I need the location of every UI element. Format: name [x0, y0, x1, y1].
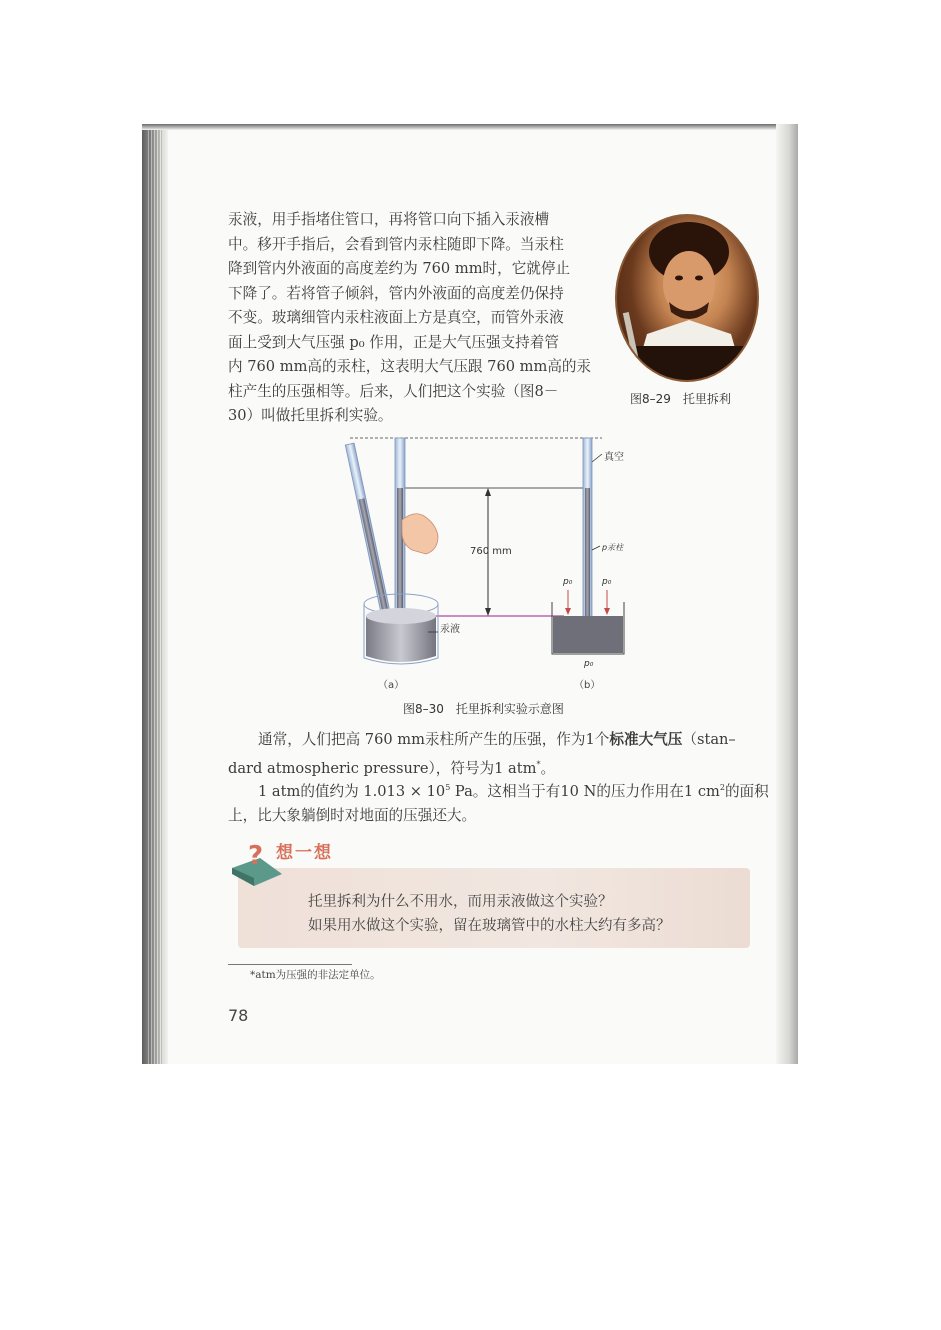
p-mercury-label: p汞柱 [602, 543, 624, 552]
paragraph-text: 的面积 [724, 782, 769, 800]
paragraph-text: （stan– [682, 731, 736, 748]
paragraph-standard-atmosphere [228, 728, 736, 781]
scan-top-edge [142, 124, 798, 130]
book-spine-shadow [142, 124, 168, 1064]
scan-right-edge [776, 124, 798, 1064]
hand-illustration [402, 514, 438, 554]
page-number: 78 [228, 1006, 249, 1025]
p0-bottom-label: p₀ [584, 659, 594, 669]
exponent: 2 [719, 783, 725, 792]
svg-text:?: ? [248, 841, 264, 871]
figure-8-29-caption: 图8–29 托里拆利 [630, 392, 731, 406]
paragraph-text: dard atmospheric pressure），符号为1 atm [228, 759, 537, 777]
tilted-tube [345, 443, 391, 621]
footnote-rule [228, 964, 352, 965]
paragraph-text: 。 [540, 759, 556, 777]
footnote-mark: * [536, 759, 541, 769]
paragraph-line: 不变。玻璃细管内汞柱液面上方是真空，而管外汞液 [228, 309, 564, 326]
key-term: 标准大气压 [609, 731, 683, 748]
subfigure-b-label: （b） [574, 680, 601, 691]
torricelli-experiment-diagram [340, 432, 640, 694]
paragraph-line: 30）叫做托里拆利实验。 [228, 407, 393, 424]
paragraph-line: 下降了。若将管子倾斜，管内外液面的高度差仍保持 [228, 284, 564, 302]
paragraph-line: 中。移开手指后，会看到管内汞柱随即下降。当汞柱 [228, 235, 564, 253]
subfigure-a-label: （a） [378, 680, 405, 691]
paragraph-line: 降到管内外液面的高度差约为 760 mm时，它就停止 [228, 260, 571, 277]
mercury-label: 汞液 [440, 624, 460, 635]
think-question-1: 托里拆利为什么不用水，而用汞液做这个实验？ [308, 894, 613, 910]
height-label: 760 mm [470, 546, 512, 557]
paragraph-line: 汞液，用手指堵住管口，再将管口向下插入汞液槽 [228, 211, 550, 228]
p0-right-label: p₀ [602, 577, 612, 587]
paragraph-torricelli-intro [228, 208, 591, 429]
paragraph-text: 1 atm的值约为 1.013 × 10 [258, 782, 446, 800]
paragraph-line: 内 760 mm高的汞柱，这表明大气压跟 760 mm高的汞 [228, 358, 592, 375]
think-question-2: 如果用水做这个实验，留在玻璃管中的水柱大约有多高？ [308, 918, 671, 934]
paragraph-text: 上，比大象躺倒时对地面的压强还大。 [228, 807, 477, 825]
footnote: *atm为压强的非法定单位。 [250, 969, 381, 981]
think-title: 想一想 [276, 843, 333, 863]
paragraph-line: 面上受到大气压强 p₀ 作用，正是大气压强支持着管 [228, 333, 559, 351]
figure-8-30-caption: 图8–30 托里拆利实验示意图 [403, 702, 564, 716]
paragraph-text: 通常，人们把高 760 mm汞柱所产生的压强，作为1个 [258, 731, 610, 748]
torricelli-portrait [615, 214, 759, 382]
p0-left-label: p₀ [563, 577, 573, 587]
exponent: 5 [445, 783, 451, 792]
mercury-column-b [585, 488, 590, 626]
paragraph-text: Pa。这相当于有10 N的压力作用在1 cm [450, 782, 720, 800]
vacuum-label: 真空 [604, 452, 624, 463]
paragraph-line: 柱产生的压强相等。后来，人们把这个实验（图8－ [228, 382, 559, 400]
paragraph-atm-value [228, 776, 769, 829]
